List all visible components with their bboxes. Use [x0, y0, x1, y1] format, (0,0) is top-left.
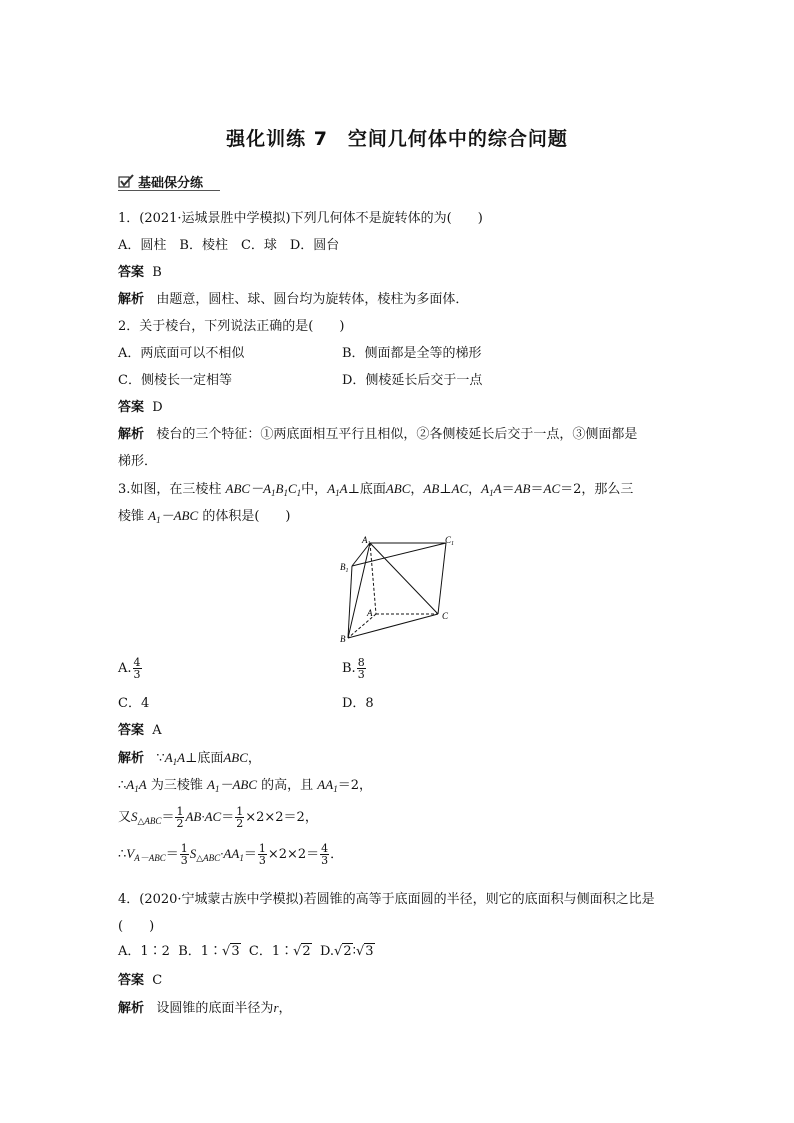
answer-value: B: [152, 265, 162, 280]
q3-answer: [118, 722, 162, 740]
answer-value: A: [152, 723, 162, 738]
q4-options: A．1∶2 B．1∶√3 C．1∶√2 D.√2∶√3: [118, 944, 374, 959]
area: $S_{\triangle ABC}\cdot AA_1$: [189, 846, 244, 863]
q1-options: A．圆柱 B．棱柱 C．球 D．圆台: [118, 238, 340, 253]
label-a: A: [367, 608, 373, 618]
perp: AB: [423, 481, 440, 496]
base-abc: ABC: [385, 481, 411, 496]
section-label: 基础保分练: [138, 175, 204, 191]
edge-a1a: [370, 543, 376, 614]
third: [180, 843, 189, 866]
t: 的高，且: [261, 778, 314, 793]
therefore: ∴: [118, 847, 127, 862]
page-title: 强化训练 7 空间几何体中的综合问题: [226, 128, 568, 150]
seg-a1a: $A_1A$: [327, 481, 348, 498]
q1-analysis: [118, 291, 468, 309]
edge-b1c1: [352, 543, 446, 566]
eq: ＝: [221, 810, 235, 825]
pyramid: $A_1-ABC$: [148, 508, 199, 525]
seg: $A_1A$: [164, 750, 186, 767]
num: 4: [321, 842, 329, 855]
area: $S_{\triangle ABC}$: [131, 809, 162, 826]
q2-option-d: D．侧棱延长后交于一点: [342, 373, 483, 388]
q2-stem: 2．关于棱台，下列说法正确的是( ): [118, 319, 345, 334]
ac: AC: [451, 481, 469, 496]
third: [258, 843, 267, 866]
opt-b: B．1∶: [178, 944, 223, 959]
therefore: ∴: [118, 778, 127, 793]
q4-answer: [118, 972, 162, 990]
opt-prefix: A.: [118, 661, 132, 676]
pyr: $A_1-ABC$: [206, 777, 257, 794]
q4-stem: 4．(2020·宁城蒙古族中学模拟)若圆锥的高等于底面圆的半径，则它的底面积与侧面积之比是: [118, 892, 655, 907]
t: ＝2，: [337, 778, 372, 793]
label-a1: $A_1$: [362, 535, 371, 547]
rad: 3: [231, 944, 240, 959]
label-c1: $C_1$: [445, 535, 455, 547]
opt-a: A．1∶2: [118, 944, 170, 959]
q3-l2b: 的体积是( ): [202, 509, 291, 524]
q3-analysis-1: [118, 749, 261, 768]
rad: 3: [365, 944, 374, 959]
q2-answer: [118, 399, 163, 417]
q1-answer: [118, 264, 162, 282]
q3-t3: ，: [410, 482, 424, 497]
prism-figure: [330, 534, 460, 646]
opt-c: C．1∶: [248, 944, 294, 959]
q1-stem: 1．(2021·运城景胜中学模拟)下列几何体不是旋转体的为( ): [118, 211, 483, 226]
q3-t2: ⊥底面: [347, 482, 386, 497]
q2-analysis: [118, 426, 637, 444]
den: 3: [357, 668, 365, 681]
answer-key: 答案: [118, 723, 145, 738]
q3-option-a: [118, 657, 143, 680]
t: ×2×2＝: [267, 847, 320, 862]
rad: 2: [343, 944, 352, 959]
den: 3: [258, 854, 266, 867]
because: ∵: [156, 751, 165, 766]
q2-option-c: C．侧棱长一定相等: [118, 373, 232, 388]
q3-t5: ＝2，那么三: [560, 482, 634, 497]
den: 2: [236, 817, 244, 830]
aa1: $AA_1$: [317, 777, 338, 794]
q3-t1: 中，: [301, 482, 328, 497]
section-underline: [118, 190, 220, 191]
half: [235, 806, 244, 829]
analysis-key: 解析: [118, 1001, 145, 1016]
answer-value: C: [152, 973, 163, 988]
analysis-key: 解析: [118, 292, 145, 307]
den: 3: [321, 854, 329, 867]
den: 3: [133, 668, 141, 681]
num: 1: [236, 805, 244, 818]
analysis-key: 解析: [118, 427, 145, 442]
colon: ∶: [352, 944, 356, 959]
q3-option-d: D．8: [342, 696, 374, 711]
num: 8: [357, 656, 365, 669]
opt-prefix: B.: [342, 661, 356, 676]
label-c: C: [442, 611, 449, 621]
analysis-key: 解析: [118, 751, 145, 766]
fraction: [133, 657, 142, 680]
fraction: [357, 657, 366, 680]
var-r: r: [273, 1000, 279, 1015]
q3-t4: ，: [468, 482, 482, 497]
section-header: [118, 172, 203, 190]
q3-num: 3.如图，在三棱柱: [118, 482, 222, 497]
eq: ＝: [161, 810, 175, 825]
q3-analysis-4: [118, 843, 343, 866]
answer-value: D: [152, 400, 163, 415]
q3-stem: 3.如图，在三棱柱 $ABC-A_1B_1C_1$中，$A_1A\perp$底面ABC，AB⊥AC，$A_1A=AB=AC=2$，那么三: [118, 481, 634, 498]
t: ．: [330, 847, 344, 862]
vol: $V_{A-ABC}$: [126, 846, 166, 863]
q3-analysis-3: [118, 806, 318, 829]
num: 1: [180, 842, 188, 855]
edge-c1c: [438, 543, 446, 614]
q3-option-c: C．4: [118, 696, 150, 711]
t: ×2×2＝2，: [245, 810, 318, 825]
den: 2: [176, 817, 184, 830]
q2-option-a: A．两底面可以不相似: [118, 346, 245, 361]
answer-key: 答案: [118, 265, 145, 280]
answer-key: 答案: [118, 400, 145, 415]
q3-option-b: [342, 657, 367, 680]
check-box-icon: [118, 174, 134, 188]
opt-d: D.: [319, 944, 335, 959]
q2-analysis-cont: 梯形．: [118, 454, 158, 469]
t: ⊥底面: [185, 751, 224, 766]
analysis-text: 棱台的三个特征：①两底面相互平行且相似，②各侧棱延长后交于一点，③侧面都是: [156, 427, 638, 442]
prod: AB·AC: [185, 809, 222, 824]
q4-stem-2: ( ): [118, 919, 155, 934]
analysis-text: 设圆锥的底面半径为: [156, 1001, 274, 1016]
ac2: AC: [543, 481, 561, 496]
half: [175, 806, 184, 829]
num: 1: [258, 842, 266, 855]
label-b1: $B_1$: [340, 562, 349, 574]
abc: ABC: [223, 750, 248, 765]
comma: ，: [278, 1001, 292, 1016]
q3-stem-line2: [118, 507, 290, 526]
edge-bc: [348, 614, 438, 638]
t: 为三棱锥: [150, 778, 203, 793]
ab: AB: [514, 481, 531, 496]
eq: $A_1A$: [481, 481, 502, 498]
eq: ＝: [243, 847, 257, 862]
eq: ＝: [165, 847, 179, 862]
analysis-text: 由题意，圆柱、球、圆台均为旋转体，棱柱为多面体．: [156, 292, 469, 307]
rad: 2: [302, 944, 311, 959]
q3-l2a: 棱锥: [118, 509, 145, 524]
t: ，: [247, 751, 261, 766]
result: [320, 843, 329, 866]
seg: $A_1A$: [126, 777, 147, 794]
prism-name: $ABC-A_1B_1C_1$: [225, 481, 302, 498]
num: 4: [133, 656, 141, 669]
also: 又: [118, 810, 132, 825]
label-b: B: [340, 634, 346, 644]
q3-analysis-2: [118, 776, 372, 795]
den: 3: [180, 854, 188, 867]
answer-key: 答案: [118, 973, 145, 988]
num: 1: [176, 805, 184, 818]
q4-analysis: [118, 999, 292, 1018]
q2-option-b: B．侧面都是全等的梯形: [342, 346, 482, 361]
